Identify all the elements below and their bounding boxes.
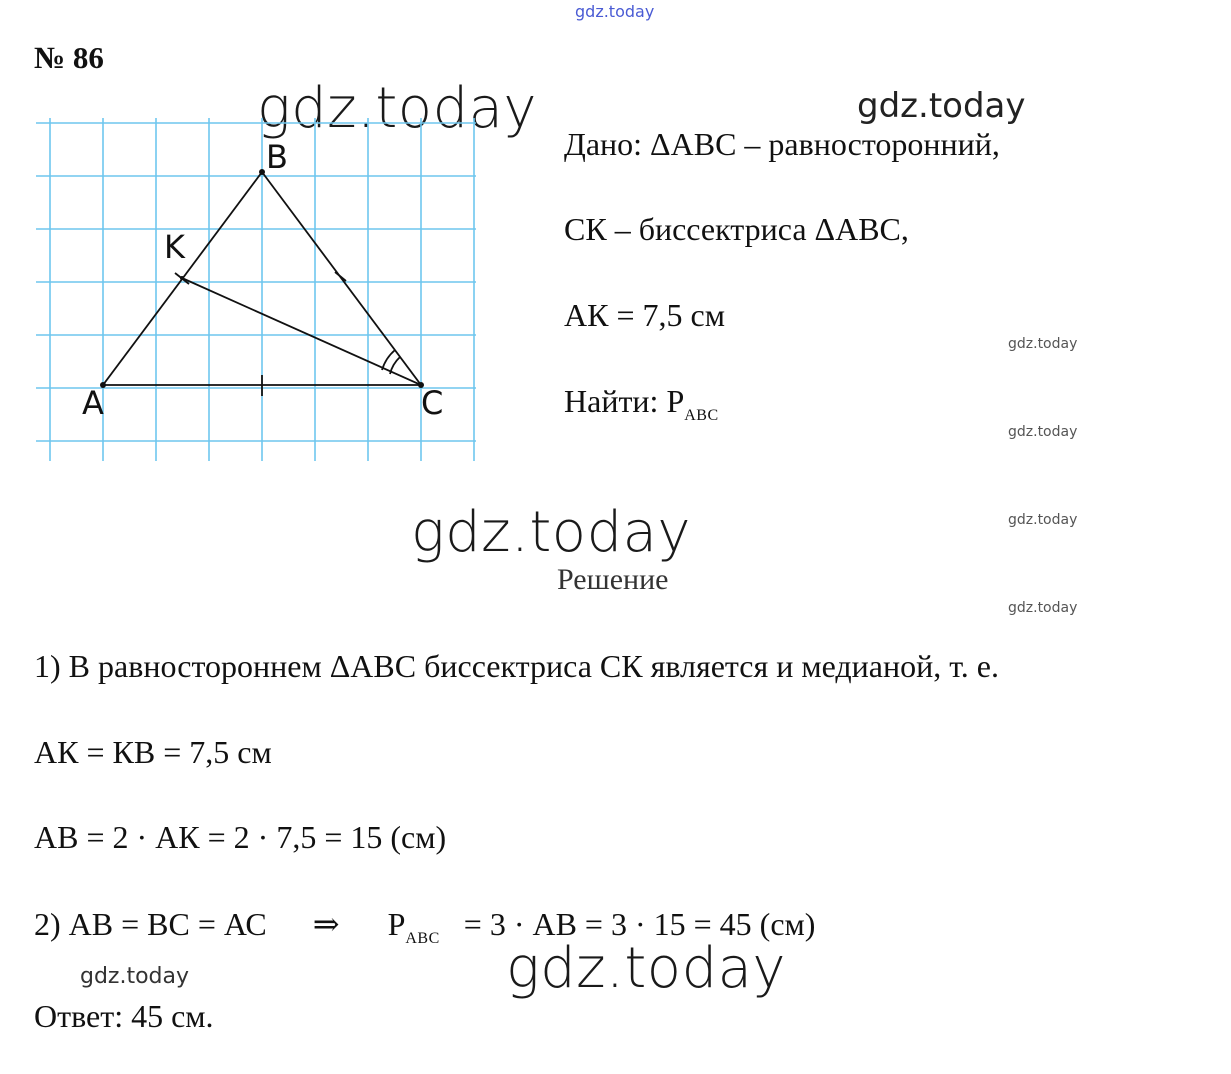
bisector-ck: [182, 278, 421, 385]
perimeter-calculation: = 3 · АВ = 3 · 15 = 45 (см): [463, 906, 816, 942]
step-2-equality: 2) АВ = ВС = АС: [34, 906, 267, 942]
perimeter-variable: P: [387, 906, 406, 942]
find-variable: P: [666, 383, 685, 419]
find-label: Найти:: [564, 383, 659, 419]
watermark-side: gdz.today: [1008, 600, 1078, 616]
solution-heading: Решение: [557, 563, 669, 596]
label-a: A: [82, 384, 104, 422]
find-subscript: ABC: [684, 407, 719, 424]
watermark-large: gdz.today: [411, 500, 692, 565]
tick-mark-bc: [335, 272, 346, 281]
watermark-small: gdz.today: [80, 964, 190, 989]
watermark-large: gdz.today: [257, 76, 538, 141]
solution-equation-1: АК = КВ = 7,5 см: [34, 734, 272, 770]
watermark-medium: gdz.today: [857, 86, 1026, 126]
point-b: [259, 169, 265, 175]
answer: Ответ: 45 см.: [34, 998, 214, 1034]
solution-equation-2: АВ = 2 · АК = 2 · 7,5 = 15 (см): [34, 819, 447, 855]
solution-step-2: [34, 905, 815, 948]
angle-arc-inner: [390, 357, 400, 374]
given-line-1: Дано: ΔАВС – равносторонний,: [564, 126, 1000, 162]
side-bc: [262, 172, 421, 385]
find-line: [564, 383, 719, 425]
implies-symbol: ⇒: [312, 906, 340, 942]
given-line-2: СК – биссектриса ΔАВС,: [564, 211, 909, 247]
point-k: [180, 276, 184, 280]
watermark-top: gdz.today: [575, 2, 655, 21]
watermark-large: gdz.today: [506, 936, 787, 1001]
label-b: B: [266, 138, 288, 176]
label-c: C: [421, 384, 444, 422]
watermark-side: gdz.today: [1008, 512, 1078, 528]
problem-number: № 86: [34, 40, 104, 75]
watermark-side: gdz.today: [1008, 336, 1078, 352]
triangle-figure: [36, 118, 480, 463]
given-line-3: АК = 7,5 см: [564, 297, 725, 333]
solution-step-1: 1) В равностороннем ΔАВС биссектриса СК является и медианой, т. е.: [34, 648, 999, 684]
label-k: K: [164, 228, 185, 266]
perimeter-subscript: АВС: [405, 930, 440, 947]
watermark-side: gdz.today: [1008, 424, 1078, 440]
